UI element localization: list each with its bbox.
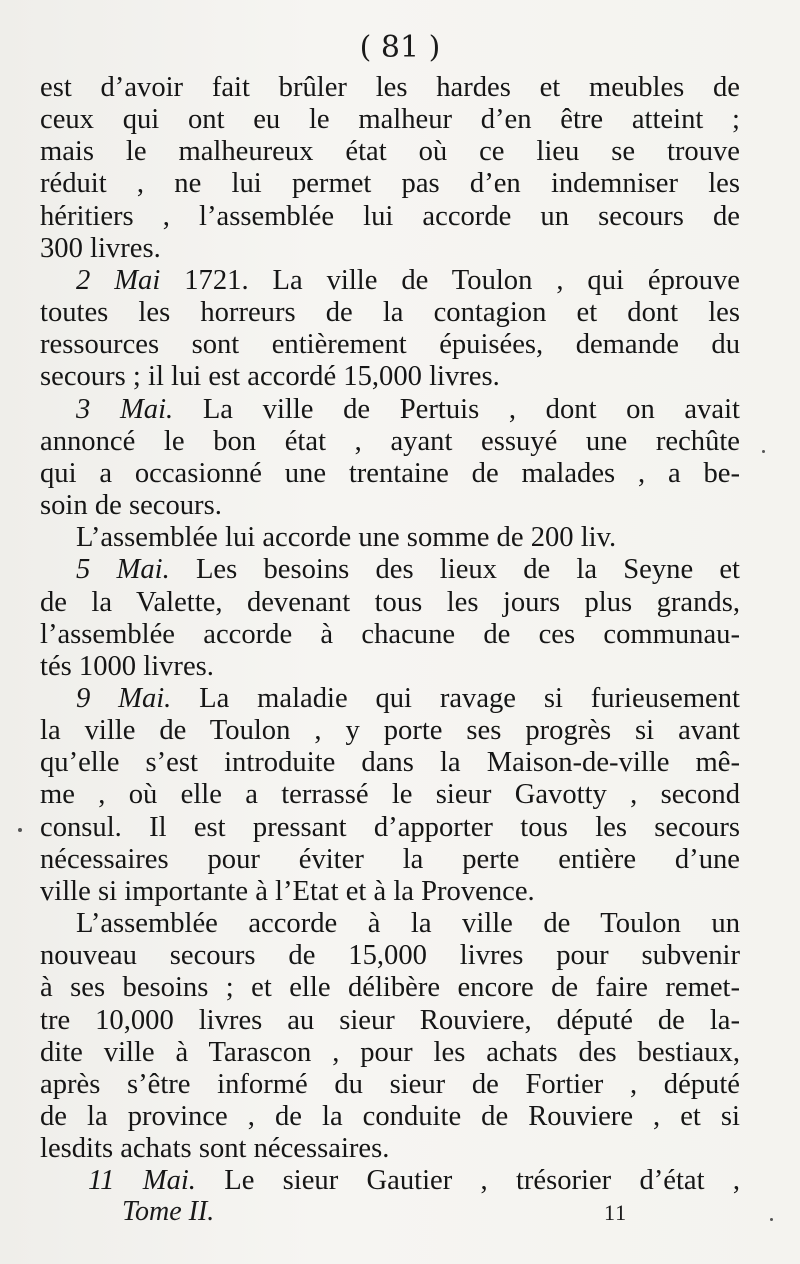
line-text: mais le malheureux état où ce lieu se trouve bbox=[40, 136, 740, 168]
line-text: tre 10,000 livres au sieur Rouviere, député de la- bbox=[40, 1004, 740, 1036]
text-line bbox=[40, 812, 740, 844]
body-text bbox=[40, 72, 740, 1197]
text-line bbox=[40, 265, 740, 297]
line-text: soin de secours. bbox=[40, 490, 222, 522]
line-text: lesdits achats sont nécessaires. bbox=[40, 1133, 390, 1165]
text-line bbox=[40, 1005, 740, 1037]
text-line bbox=[40, 522, 740, 554]
text-line bbox=[40, 779, 740, 811]
text-line bbox=[40, 297, 740, 329]
line-text: La ville de Pertuis , dont on avait bbox=[173, 393, 740, 425]
line-text: toutes les horreurs de la contagion et dont les bbox=[40, 297, 740, 329]
text-line bbox=[40, 554, 740, 586]
text-line bbox=[40, 747, 740, 779]
ink-speck bbox=[18, 828, 22, 832]
text-line bbox=[40, 972, 740, 1004]
line-text: qui a occasionné une trentaine de malades , a be- bbox=[40, 457, 740, 489]
line-text: dite ville à Tarascon , pour les achats des bestiaux, bbox=[40, 1036, 740, 1068]
text-line bbox=[40, 683, 740, 715]
text-line bbox=[40, 715, 740, 747]
text-line bbox=[40, 72, 740, 104]
line-text: à ses besoins ; et elle délibère encore de faire remet- bbox=[40, 972, 740, 1004]
text-line bbox=[40, 844, 740, 876]
entry-date: 3 Mai. bbox=[76, 393, 174, 425]
line-text: secours ; il lui est accordé 15,000 livres. bbox=[40, 361, 500, 393]
line-text: L’assemblée lui accorde une somme de 200 liv. bbox=[76, 522, 617, 554]
line-text: ceux qui ont eu le malheur d’en être atteint ; bbox=[40, 104, 740, 136]
text-line bbox=[40, 426, 740, 458]
line-text: 300 livres. bbox=[40, 232, 161, 264]
text-line bbox=[40, 233, 740, 265]
line-text: qu’elle s’est introduite dans la Maison-de-ville mê- bbox=[40, 747, 740, 779]
line-text: réduit , ne lui permet pas d’en indemniser les bbox=[40, 168, 740, 200]
page-footer bbox=[0, 1196, 800, 1236]
line-text: annoncé le bon état , ayant essuyé une rechûte bbox=[40, 425, 740, 457]
text-line bbox=[40, 201, 740, 233]
ink-speck bbox=[762, 450, 765, 453]
line-text: de la province , de la conduite de Rouviere , et si bbox=[40, 1101, 740, 1132]
text-line bbox=[40, 490, 740, 522]
line-text: La maladie qui ravage si furieusement bbox=[171, 682, 740, 714]
line-text: est d’avoir fait brûler les hardes et meubles de bbox=[40, 72, 740, 103]
text-line bbox=[40, 587, 740, 619]
text-line bbox=[40, 458, 740, 490]
text-line bbox=[40, 168, 740, 200]
line-text: consul. Il est pressant d’apporter tous les secours bbox=[40, 811, 740, 843]
text-line bbox=[40, 940, 740, 972]
line-text: nouveau secours de 15,000 livres pour subvenir bbox=[40, 940, 740, 972]
text-line bbox=[40, 651, 740, 683]
text-line bbox=[40, 619, 740, 651]
entry-date: 9 Mai. bbox=[76, 682, 172, 714]
line-text: nécessaires pour éviter la perte entière d’une bbox=[40, 843, 740, 875]
text-line bbox=[40, 1069, 740, 1101]
line-text: Le sieur Gautier , trésorier d’état , bbox=[195, 1165, 740, 1197]
line-text: 1721. La ville de Toulon , qui éprouve bbox=[160, 264, 740, 296]
line-text: de la Valette, devenant tous les jours plus grands, bbox=[40, 586, 740, 618]
line-text: ressources sont entièrement épuisées, demande du bbox=[40, 329, 740, 361]
text-line bbox=[40, 361, 740, 393]
text-line bbox=[40, 1165, 740, 1197]
text-line bbox=[40, 1037, 740, 1069]
running-title: Tome II. bbox=[122, 1196, 215, 1227]
line-text: L’assemblée accorde à la ville de Toulon un bbox=[76, 908, 740, 940]
text-line bbox=[40, 1133, 740, 1165]
text-line bbox=[40, 908, 740, 940]
line-text: l’assemblée accorde à chacune de ces communau- bbox=[40, 618, 740, 650]
line-text: après s’être informé du sieur de Fortier , député bbox=[40, 1068, 740, 1100]
ink-speck bbox=[770, 1218, 773, 1221]
entry-date: 5 Mai. bbox=[76, 554, 170, 586]
line-text: ville si importante à l’Etat et à la Provence. bbox=[40, 875, 535, 907]
entry-date: 11 Mai. bbox=[88, 1165, 196, 1197]
page-number: ( 81 ) bbox=[359, 30, 441, 65]
line-text: la ville de Toulon , y porte ses progrès si avant bbox=[40, 715, 740, 747]
line-text: Les besoins des lieux de la Seyne et bbox=[169, 554, 740, 586]
line-text: héritiers , l’assemblée lui accorde un secours de bbox=[40, 200, 740, 232]
entry-date: 2 Mai bbox=[76, 264, 161, 296]
text-line bbox=[40, 876, 740, 908]
text-line bbox=[40, 104, 740, 136]
text-line bbox=[40, 1101, 740, 1133]
line-text: tés 1000 livres. bbox=[40, 650, 214, 682]
text-line bbox=[40, 394, 740, 426]
signature-mark: 11 bbox=[604, 1200, 628, 1225]
text-line bbox=[40, 136, 740, 168]
text-line bbox=[40, 329, 740, 361]
line-text: me , où elle a terrassé le sieur Gavotty , second bbox=[40, 779, 740, 811]
